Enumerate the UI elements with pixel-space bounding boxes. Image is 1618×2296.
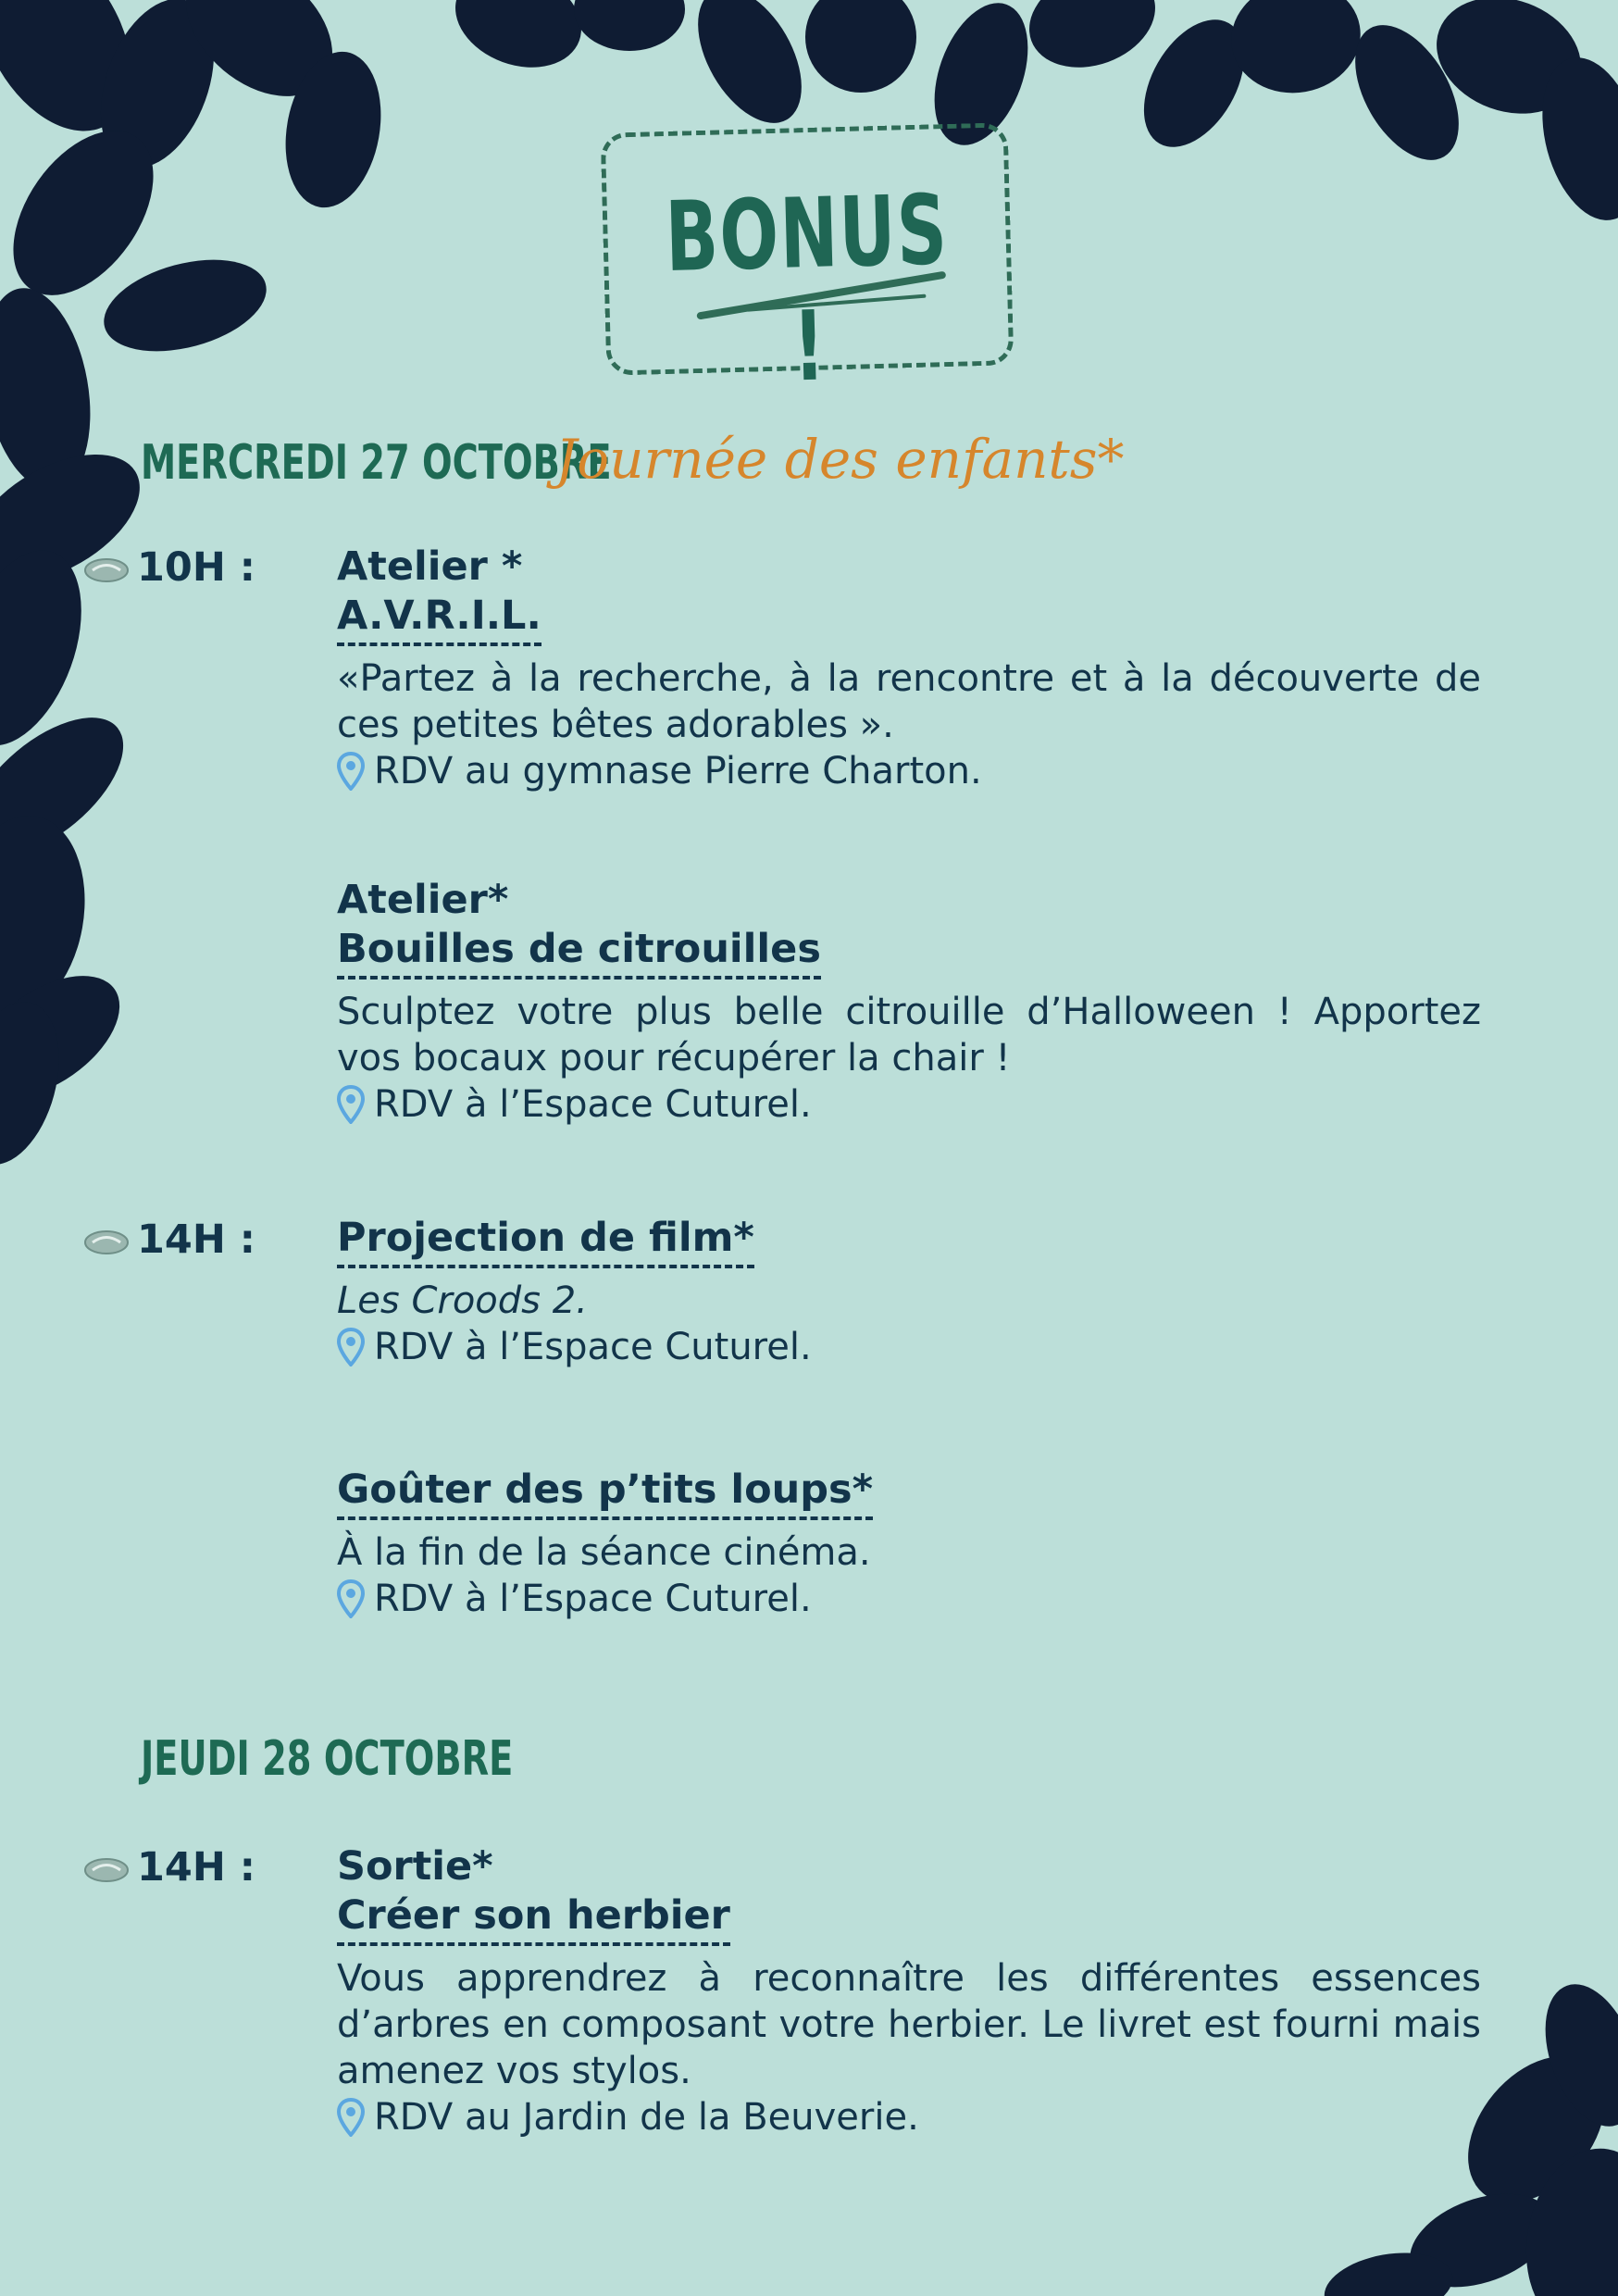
time-label: 10H :: [137, 544, 255, 591]
event-location-text: RDV au Jardin de la Beuverie.: [374, 2096, 919, 2139]
event-location: [337, 1576, 1481, 1622]
event-location: [337, 1324, 1481, 1370]
day-subtitle: Journée des enfants*: [555, 428, 1125, 491]
event-avril: [337, 543, 1481, 794]
event-description: À la fin de la séance cinéma.: [337, 1531, 871, 1574]
event-location: [337, 2094, 1481, 2140]
event-title: A.V.R.I.L.: [337, 591, 541, 646]
time-slot: [83, 1217, 255, 1263]
event-location-text: RDV au gymnase Pierre Charton.: [374, 750, 982, 792]
location-pin-icon: [337, 752, 365, 791]
event-description: Sculptez votre plus belle citrouille d’Halloween ! Apportez vos bocaux pour récupérer la chair !: [337, 991, 1481, 1079]
event-citrouilles: [337, 876, 1481, 1128]
event-gouter: [337, 1465, 1481, 1622]
event-location: [337, 748, 1481, 794]
time-label: 14H :: [137, 1217, 255, 1263]
time-slot: [83, 1844, 255, 1890]
event-herbier: [337, 1842, 1481, 2140]
location-pin-icon: [337, 1328, 365, 1366]
event-kind: Atelier *: [337, 543, 523, 590]
event-title: Projection de film*: [337, 1213, 754, 1268]
event-title: Bouilles de citrouilles: [337, 924, 821, 980]
day-title-wednesday: MERCREDI 27 OCTOBRE: [141, 435, 612, 491]
event-location-text: RDV à l’Espace Cuturel.: [374, 1578, 812, 1620]
location-pin-icon: [337, 2098, 365, 2137]
event-description: Les Croods 2.: [337, 1279, 588, 1322]
event-description: «Partez à la recherche, à la rencontre et à la découverte de ces petites bêtes adorables ».: [337, 657, 1481, 746]
stamp-underline-stroke: [692, 268, 952, 330]
event-location-text: RDV à l’Espace Cuturel.: [374, 1326, 812, 1368]
day-title-thursday: JEUDI 28 OCTOBRE: [141, 1731, 514, 1787]
bullet-icon: [83, 1229, 130, 1256]
event-location-text: RDV à l’Espace Cuturel.: [374, 1083, 812, 1126]
location-pin-icon: [337, 1085, 365, 1124]
event-title: Goûter des p’tits loups*: [337, 1465, 873, 1520]
event-kind: Atelier*: [337, 877, 509, 923]
bonus-stamp: [601, 122, 1014, 404]
bullet-icon: [83, 556, 130, 584]
event-description: Vous apprendrez à reconnaître les différentes essences d’arbres en composant votre herbier. Le livret est fourni mais amenez vos stylos.: [337, 1957, 1481, 2092]
event-projection: [337, 1213, 1481, 1370]
time-slot: [83, 544, 255, 591]
stamp-title: BONUS !: [664, 173, 950, 404]
event-kind: Sortie*: [337, 1843, 493, 1890]
location-pin-icon: [337, 1579, 365, 1618]
event-location: [337, 1081, 1481, 1128]
time-label: 14H :: [137, 1844, 255, 1890]
event-title: Créer son herbier: [337, 1890, 730, 1946]
bullet-icon: [83, 1856, 130, 1884]
